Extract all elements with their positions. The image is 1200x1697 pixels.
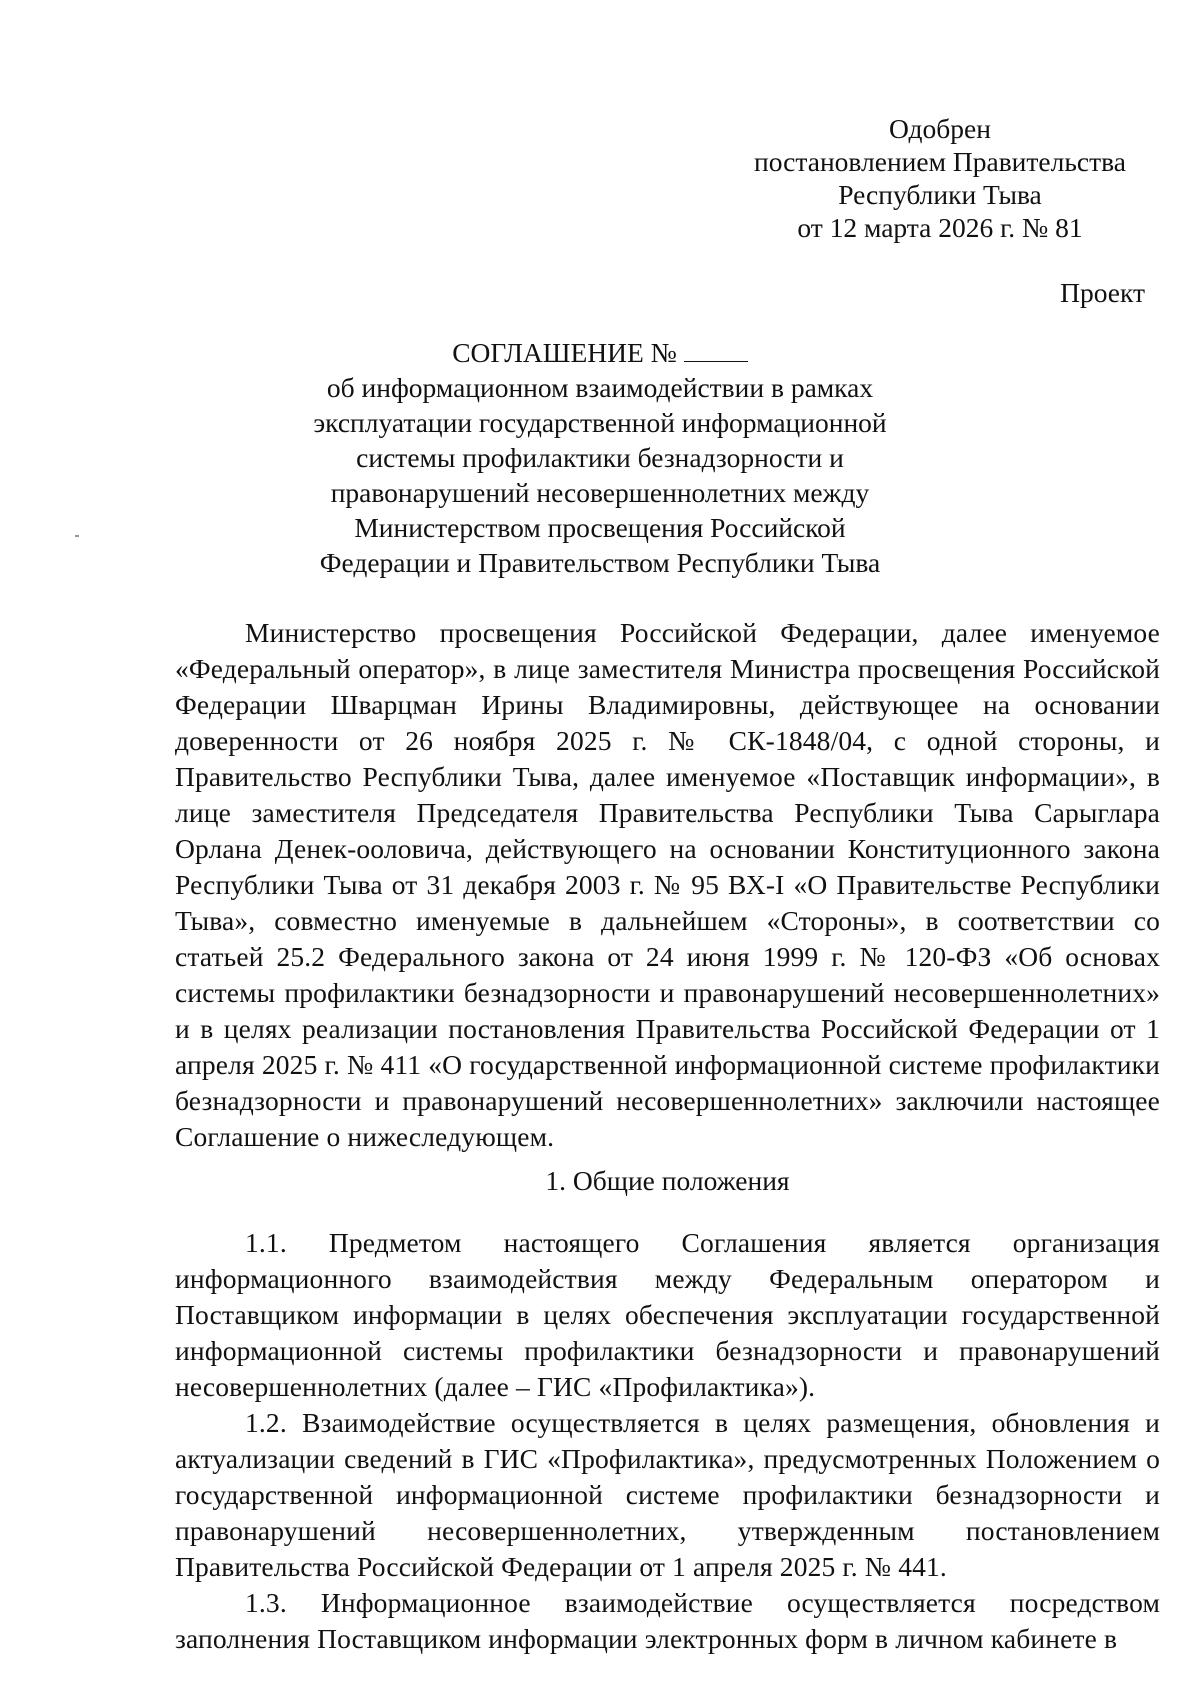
- preamble-paragraph: Министерство просвещения Российской Федерации, далее именуемое «Федеральный оператор», в лице заместителя Министра просвещения Российской Федерации Шварцман Ирины Владимировны, действующее на основании доверенности от 26 ноября 2025 г. № СК-1848/04, с одной стороны, и Правительство Республики Тыва, далее именуемое «Поставщик информации», в лице заместителя Председателя Правительства Республики Тыва Сарыглара Орлана Денек-ооловича, действующего на основании Конституционного закона Республики Тыва от 31 декабря 2003 г. № 95 ВХ-I «О Правительстве Республики Тыва», совместно именуемые в дальнейшем «Стороны», в соответствии со статьей 25.2 Федерального закона от 24 июня 1999 г. № 120-ФЗ «Об основах системы профилактики безнадзорности и правонарушений несовершеннолетних» и в целях реализации постановления Правительства Российской Федерации от 1 апреля 2025 г. № 411 «О государственной информационной системе профилактики безнадзорности и правонарушений несовершеннолетних» заключили настоящее Соглашение о нижеследующем.: [175, 617, 1160, 1152]
- title-line: Федерации и Правительством Республики Тыва: [319, 547, 881, 578]
- approval-line-3: Республики Тыва: [838, 179, 1042, 210]
- title-line: об информационном взаимодействии в рамках: [326, 372, 874, 403]
- draft-label: Проект: [1060, 277, 1145, 308]
- agreement-title: [240, 335, 960, 580]
- section-1-title: 1. Общие положения: [545, 1165, 790, 1196]
- title-line: эксплуатации государственной информационной: [313, 407, 887, 438]
- approval-line-1: Одобрен: [889, 113, 991, 144]
- clause-1-1: 1.1. Предметом настоящего Соглашения является организация информационного взаимодействия между Федеральным оператором и Поставщиком информации в целях обеспечения эксплуатации государственной информационной системы профилактики безнадзорности и правонарушений несовершеннолетних (далее – ГИС «Профилактика»).: [175, 1227, 1160, 1402]
- section-1-body: [175, 1225, 1160, 1657]
- approval-line-2: постановлением Правительства: [754, 146, 1126, 177]
- clause-1-3: 1.3. Информационное взаимодействие осуществляется посредством заполнения Поставщиком информации электронных форм в личном кабинете в: [175, 1587, 1160, 1654]
- approval-line-4: от 12 марта 2026 г. № 81: [797, 212, 1083, 243]
- agreement-heading: [240, 335, 960, 370]
- title-line: Министерством просвещения Российской: [354, 512, 846, 543]
- agreement-heading-text: СОГЛАШЕНИЕ №: [452, 337, 677, 368]
- scan-mark: [75, 535, 79, 537]
- title-line: системы профилактики безнадзорности и: [356, 442, 844, 473]
- title-line: правонарушений несовершеннолетних между: [330, 477, 870, 508]
- agreement-number-blank: [684, 337, 748, 362]
- clause-1-2: 1.2. Взаимодействие осуществляется в целях размещения, обновления и актуализации сведений в ГИС «Профилактика», предусмотренных Положением о государственной информационной системе профилактики безнадзорности и правонарушений несовершеннолетних, утвержденным постановлением Правительства Российской Федерации от 1 апреля 2025 г. № 441.: [175, 1407, 1160, 1582]
- approval-stamp: [740, 112, 1140, 244]
